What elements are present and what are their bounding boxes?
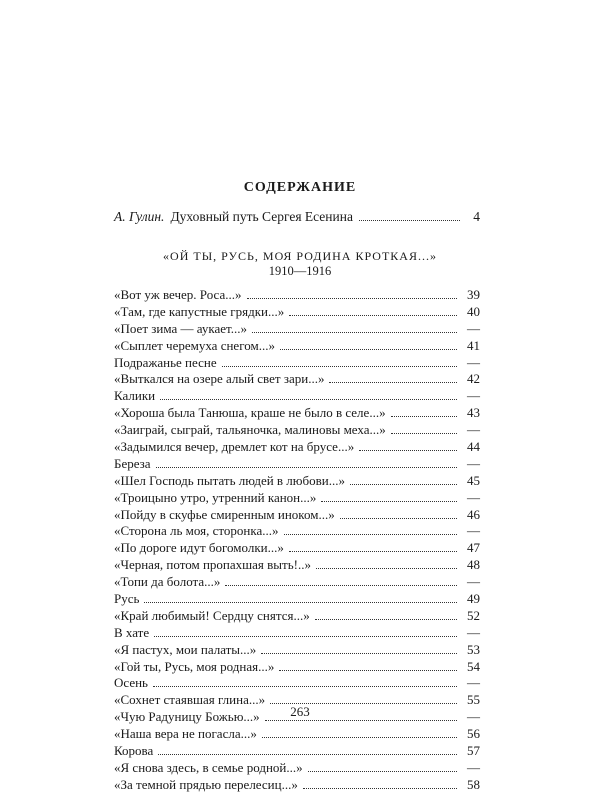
dot-leader [350, 483, 457, 485]
toc-entry-page: 39 [467, 287, 480, 302]
toc-entry-title: «Наша вера не погасла...» [114, 726, 257, 742]
toc-entry [114, 338, 480, 355]
page-number: 263 [290, 704, 310, 719]
toc-entry-page: 55 [467, 692, 480, 708]
dot-leader [222, 365, 457, 367]
toc-entry [114, 591, 480, 608]
dot-leader [340, 517, 457, 519]
toc-entry-title: «Чую Радуницу Божью...» [114, 709, 260, 725]
toc-entry-page: 53 [467, 641, 480, 657]
dot-leader [359, 219, 460, 221]
toc-entry-title: «Сохнет стаявшая глина...» [114, 692, 266, 708]
toc-entry-page: — [467, 388, 480, 404]
toc-entry [114, 490, 480, 507]
toc-entry-title: «Выткался на озере алый свет зари...» [114, 371, 325, 387]
dot-leader [359, 449, 457, 451]
toc-entry-page: — [467, 709, 480, 725]
toc-entry-title: «Я снова здесь, в семье родной...» [114, 759, 303, 775]
toc-entry-title: «Край любимый! Сердцу снятся...» [114, 607, 310, 623]
dot-leader [160, 398, 457, 400]
toc-entry-title: «Вот уж вечер. Роса...» [114, 287, 242, 302]
toc-entry-title: «Там, где капустные грядки...» [114, 303, 285, 319]
toc-entry [114, 726, 480, 743]
toc-entry-page: 56 [467, 726, 480, 742]
toc-entry-page: 41 [467, 337, 480, 353]
intro-title: Духовный путь Сергея Есенина [170, 209, 353, 224]
toc-entry-page: 47 [467, 540, 480, 556]
dot-leader [252, 331, 457, 333]
dot-leader [158, 753, 457, 755]
toc-entry-page: — [467, 574, 480, 590]
toc-entry-page: 54 [467, 658, 480, 674]
dot-leader [289, 550, 457, 552]
toc-entry-page: 43 [467, 405, 480, 421]
toc-entry [114, 388, 480, 405]
dot-leader [279, 669, 457, 671]
intro-page: 4 [473, 209, 480, 224]
dot-leader [391, 415, 457, 417]
toc-entry-title: «Сыплет черемуха снегом...» [114, 337, 275, 353]
toc-entry-title: В хате [114, 624, 150, 640]
toc-entry [114, 540, 480, 557]
toc-entry [114, 507, 480, 524]
toc-entry [114, 743, 480, 760]
dot-leader [289, 314, 457, 316]
toc-entry-page: 40 [467, 303, 480, 319]
toc-entry-page: 46 [467, 506, 480, 522]
toc-entry-page: — [467, 320, 480, 336]
toc-entry-title: «Поет зима — аукает...» [114, 320, 247, 336]
toc-entry-page: 44 [467, 439, 480, 455]
toc-entry-title: «Шел Господь пытать людей в любови...» [114, 472, 345, 488]
dot-leader [144, 601, 457, 603]
toc-entry [114, 473, 480, 490]
toc-entry-title: «Черная, потом пропахшая выть!..» [114, 557, 311, 573]
toc-entry-title: «За темной прядью перелесиц...» [114, 776, 298, 792]
dot-leader [156, 466, 457, 468]
toc-entry [114, 523, 480, 540]
toc-entry-page: 49 [467, 591, 480, 607]
dot-leader [329, 381, 457, 383]
toc-entry [114, 355, 480, 372]
toc-entry-page: 58 [467, 776, 480, 792]
toc-entry [114, 760, 480, 777]
toc-entry [114, 287, 480, 304]
toc-entry-title: Русь [114, 591, 140, 607]
dot-leader [315, 618, 457, 620]
toc-entry-page: 57 [467, 743, 480, 759]
toc-entry-page: 52 [467, 607, 480, 623]
toc-entry-page: — [467, 422, 480, 438]
dot-leader [154, 635, 457, 637]
toc-entry [114, 777, 480, 794]
toc-entry-title: «Троицыно утро, утренний канон...» [114, 489, 317, 505]
dot-leader [225, 584, 457, 586]
toc-entry-title: «Топи да болота...» [114, 574, 221, 590]
toc-entry [114, 675, 480, 692]
dot-leader [308, 770, 457, 772]
toc-entry-title: «Пойду в скуфье смиренным иноком...» [114, 506, 335, 522]
dot-leader [321, 500, 457, 502]
toc-entry [114, 321, 480, 338]
toc-entry [114, 574, 480, 591]
dot-leader [391, 432, 457, 434]
toc-entry [114, 304, 480, 321]
toc-entry-page: — [467, 354, 480, 370]
dot-leader [261, 652, 457, 654]
intro-author: А. Гулин. [114, 209, 165, 224]
section-title: «ОЙ ТЫ, РУСЬ, МОЯ РОДИНА КРОТКАЯ...» [163, 249, 437, 263]
toc-entry-title: «Задымился вечер, дремлет кот на брусе...» [114, 439, 355, 455]
toc-entry-title: Корова [114, 743, 154, 759]
toc-entry [114, 439, 480, 456]
toc-entry-title: «Заиграй, сыграй, тальяночка, малиновы меха...» [114, 422, 386, 438]
toc-entry [114, 608, 480, 625]
toc-entry-page: — [467, 675, 480, 691]
toc-entry-title: «Я пастух, мои палаты...» [114, 641, 257, 657]
dot-leader [262, 736, 457, 738]
toc-entry-page: — [467, 455, 480, 471]
intro-entry [114, 209, 480, 225]
toc-entry [114, 371, 480, 388]
toc-entry [114, 422, 480, 439]
toc-entry [114, 625, 480, 642]
dot-leader [284, 533, 458, 535]
section-years: 1910—1916 [268, 264, 332, 278]
page-title: СОДЕРЖАНИЕ [243, 180, 357, 195]
toc-entry-title: Береза [114, 455, 151, 471]
dot-leader [247, 297, 458, 299]
toc-entry-page: — [467, 759, 480, 775]
toc-entry [114, 405, 480, 422]
toc-entry-title: «Гой ты, Русь, моя родная...» [114, 658, 275, 674]
toc-entry [114, 557, 480, 574]
toc-entry [114, 456, 480, 473]
toc-entry-page: — [467, 523, 480, 539]
toc-entry [114, 642, 480, 659]
toc-entry-title: «По дороге идут богомолки...» [114, 540, 284, 556]
dot-leader [153, 685, 457, 687]
toc-entry-page: 42 [467, 371, 480, 387]
toc-entry-page: 45 [467, 472, 480, 488]
dot-leader [280, 348, 457, 350]
toc-entry-title: Калики [114, 388, 156, 404]
toc-entry-title: «Сторона ль моя, сторонка...» [114, 523, 279, 539]
toc-entry-title: «Хороша была Танюша, краше не было в селе...» [114, 405, 386, 421]
toc-entry-page: — [467, 624, 480, 640]
toc-entry-title: Осень [114, 675, 148, 691]
dot-leader [303, 787, 457, 789]
dot-leader [316, 567, 457, 569]
toc-entry-page: 48 [467, 557, 480, 573]
toc-entry-page: — [467, 489, 480, 505]
toc-entry-title: Подражанье песне [114, 354, 217, 370]
toc-entry [114, 659, 480, 676]
